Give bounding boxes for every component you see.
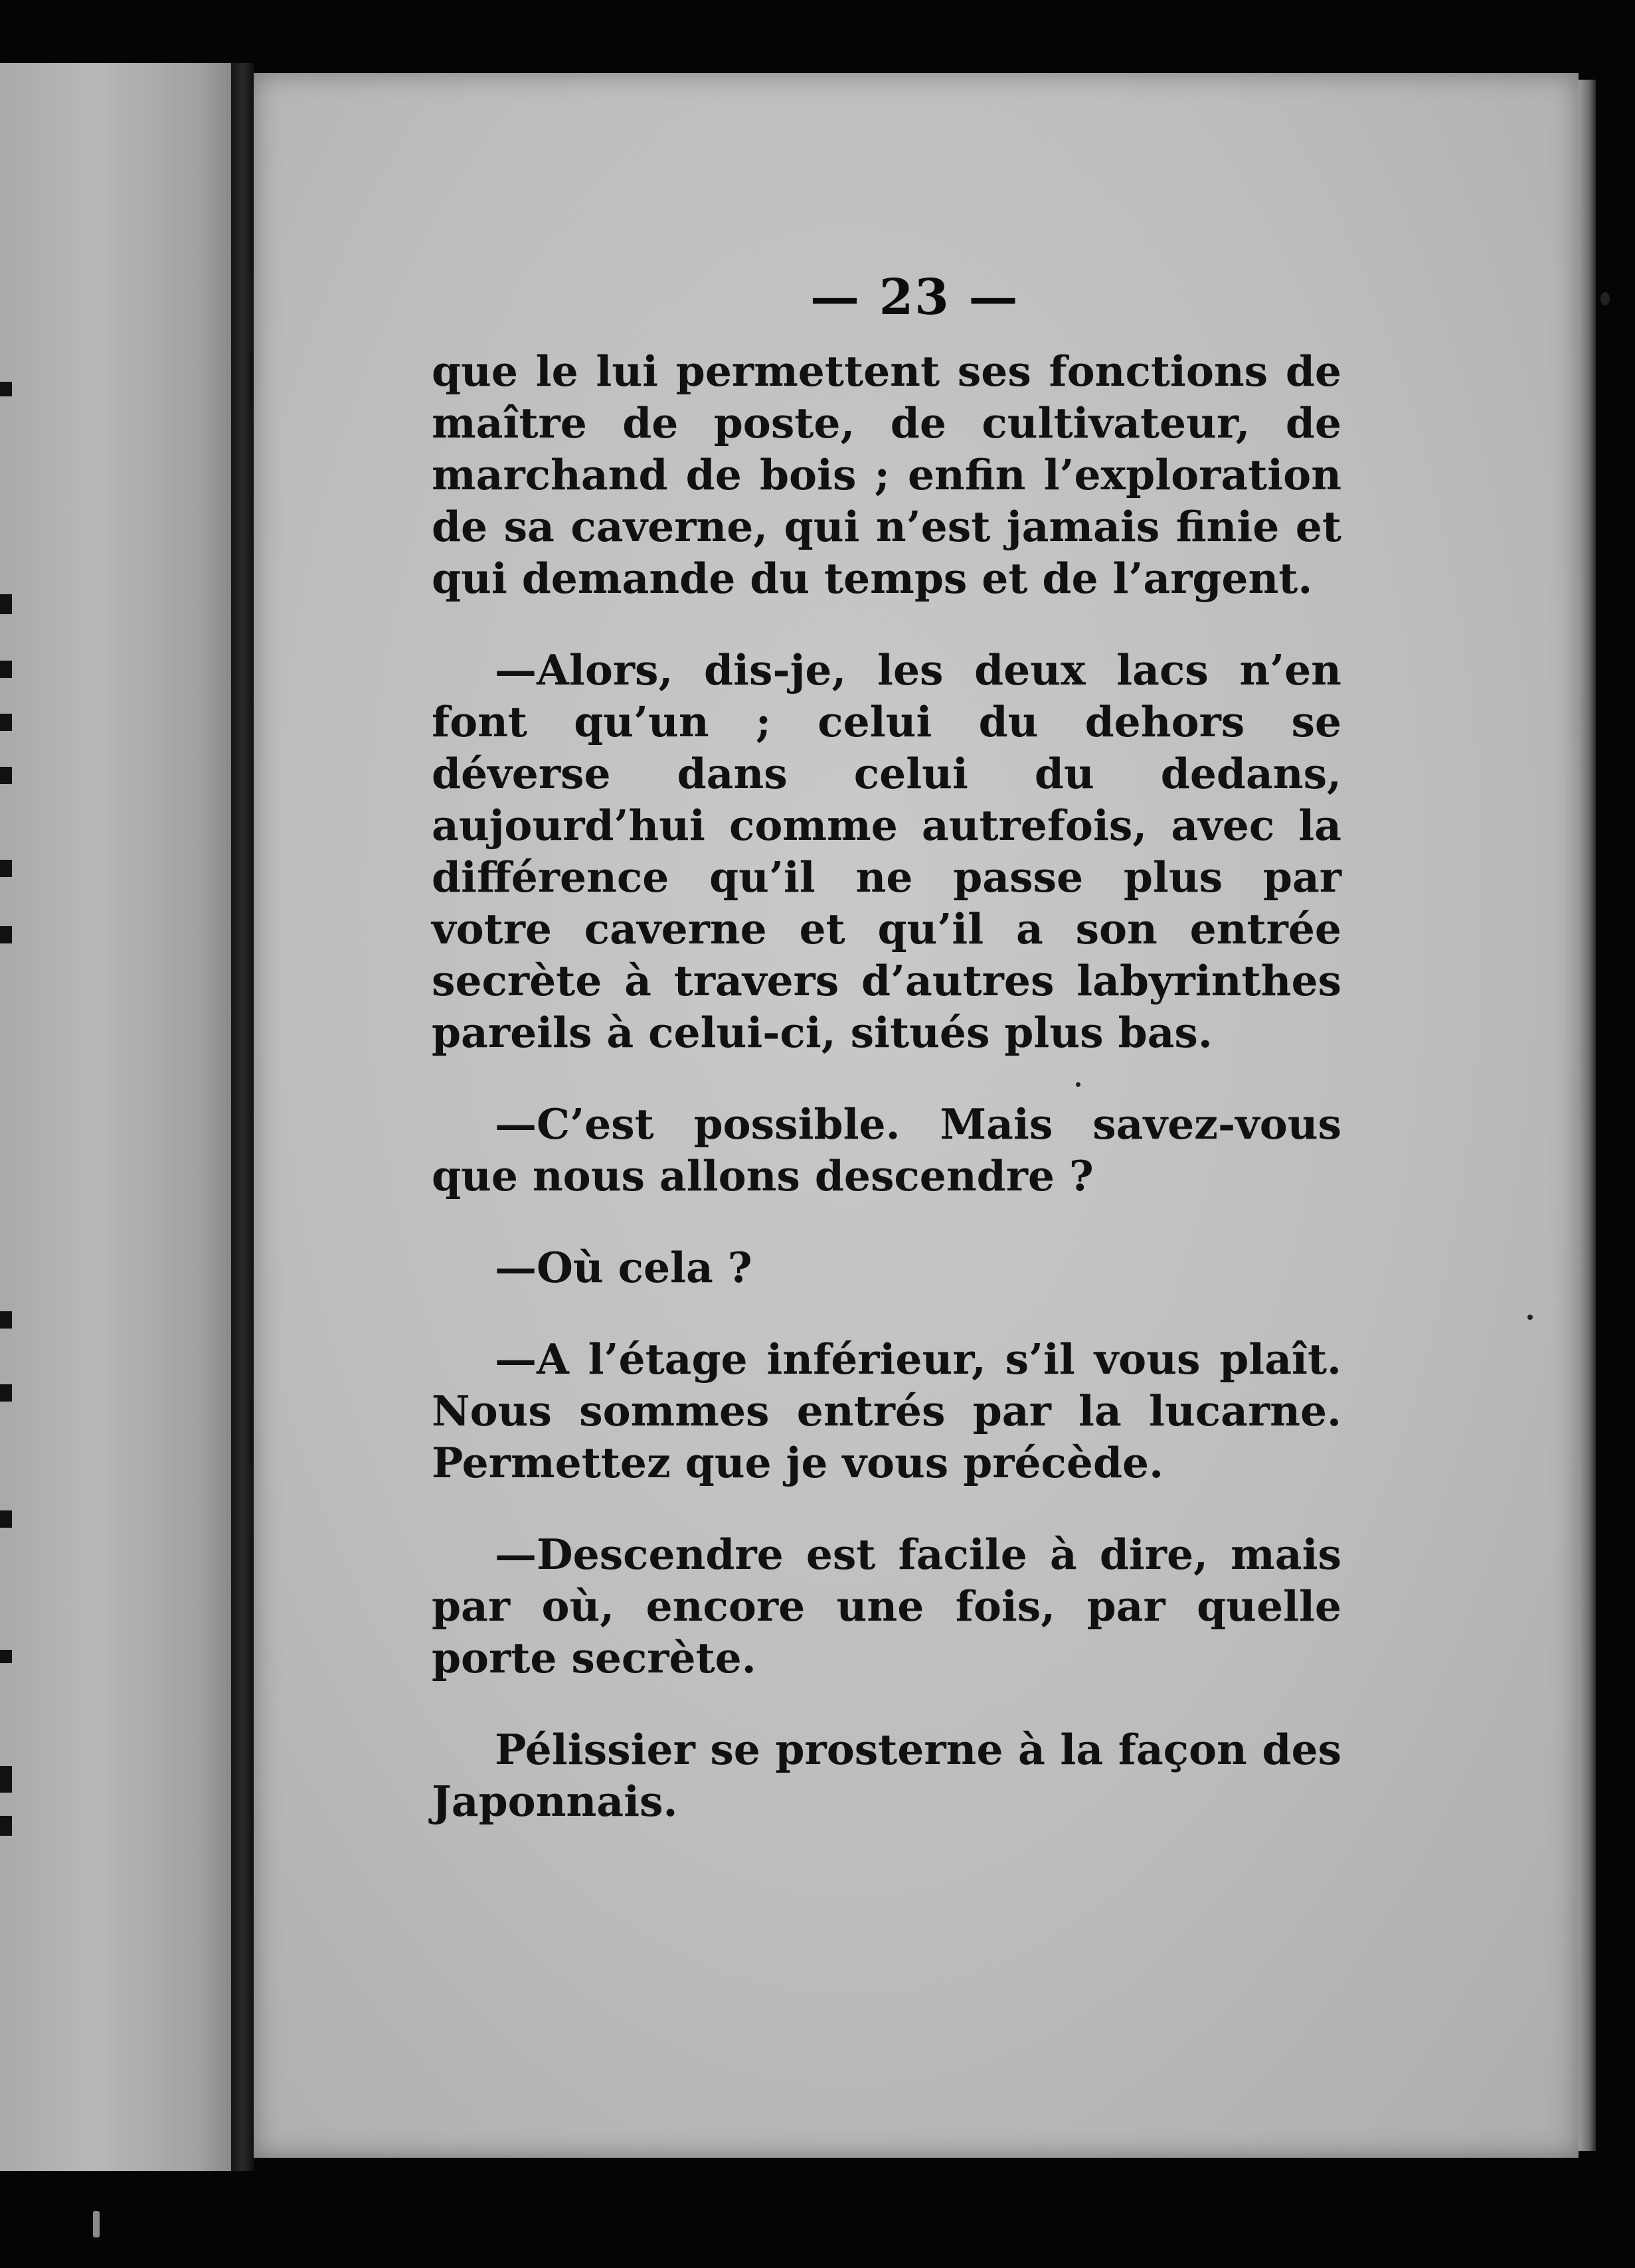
scan-speck: [1527, 1315, 1533, 1320]
print-fragment: [0, 1816, 12, 1836]
print-fragment: [0, 767, 12, 784]
paragraph: —A l’étage inférieur, s’il vous plaît. Nous sommes entrés par la lucarne. Permettez que je vous précède.: [432, 1335, 1341, 1487]
print-fragment: [0, 1510, 12, 1528]
page-right-edge: [1579, 80, 1596, 2151]
print-fragment: [0, 860, 12, 877]
print-fragment: [0, 661, 12, 678]
paragraph: —Descendre est facile à dire, mais par où, encore une fois, par quelle porte secrète.: [432, 1530, 1341, 1682]
paragraph: —Où cela ?: [495, 1243, 752, 1292]
print-fragment: [0, 714, 12, 731]
scan-speck: [1076, 1082, 1080, 1087]
scan-speck: [1600, 292, 1610, 305]
body-text: [432, 345, 1341, 1867]
paragraph: que le lui permettent ses fonctions de maître de poste, de cultivateur, de marchand de bois ; enfin l’exploration de sa caverne, qui n’est jamais finie et qui demande du temps et de l’argent.: [432, 347, 1341, 603]
book-gutter: [231, 63, 254, 2171]
print-fragment: [0, 1766, 12, 1793]
paragraph: —C’est possible. Mais savez-vous que nous allons descendre ?: [432, 1099, 1341, 1200]
print-fragment: [0, 382, 12, 396]
paragraph: Pélissier se prosterne à la façon des Japonnais.: [432, 1725, 1341, 1826]
page-number: — 23 —: [810, 269, 1019, 326]
print-fragment: [0, 594, 12, 614]
print-fragment: [0, 926, 12, 943]
paragraph: —Alors, dis-je, les deux lacs n’en font qu’un ; celui du dehors se déverse dans celui du dedans, aujourd’hui comme autrefois, avec la différence qu’il ne passe plus par votre caverne et qu’il a son entrée secrète à travers d’autres labyrinthes pareils à celui-ci, situés plus bas.: [432, 645, 1341, 1057]
print-fragment: [0, 1384, 12, 1402]
print-fragment: [0, 1650, 12, 1663]
adjacent-page-edge: [0, 63, 231, 2171]
print-fragment: [0, 1311, 12, 1329]
scan-speck: [93, 2211, 100, 2237]
